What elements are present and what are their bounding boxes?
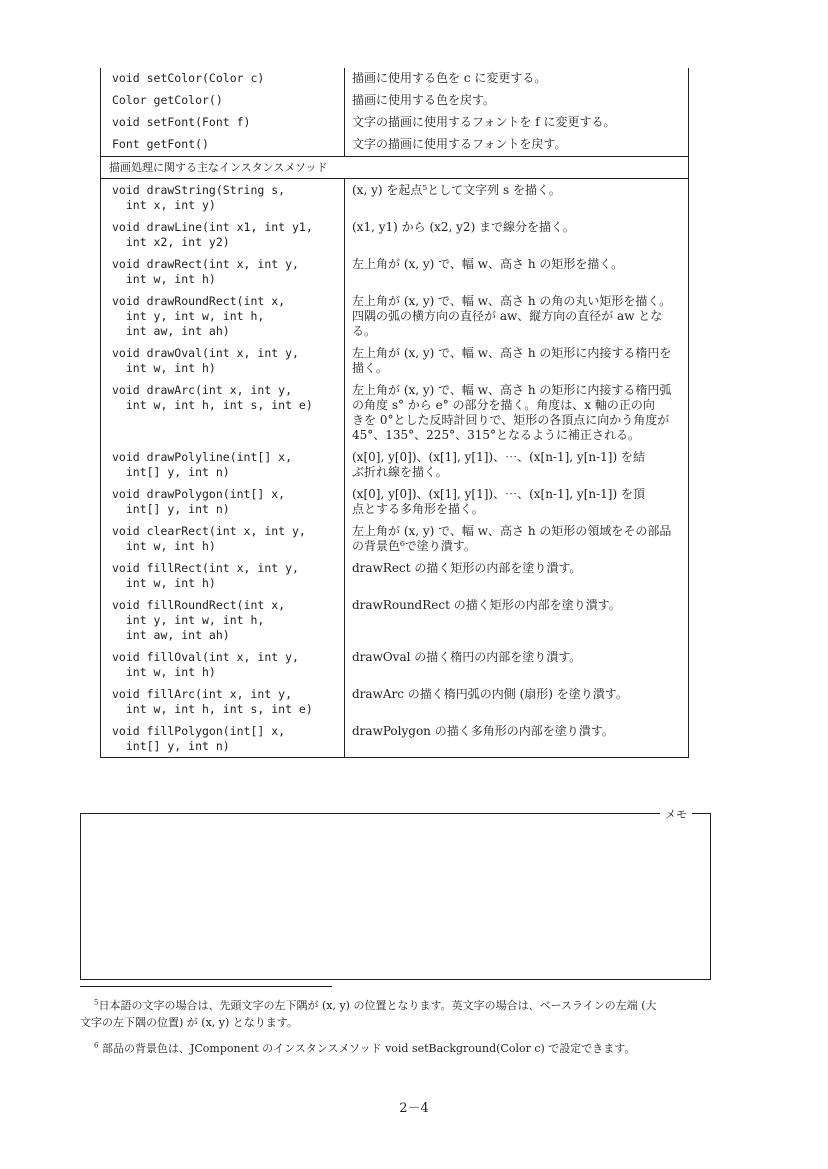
method-description: [345, 521, 689, 558]
method-signature: [101, 380, 345, 447]
method-description: [345, 134, 689, 157]
footnote-mark: 6: [94, 1041, 99, 1049]
signature-line: int aw, int ah): [112, 324, 230, 338]
footnote-line: 日本語の文字の場合は、先頭文字の左下隅が (x, y) の位置となります。英文字の場合は、ベースラインの左端 (大: [98, 998, 657, 1012]
memo-label: メモ: [660, 806, 692, 822]
table-top-rows: [101, 68, 689, 157]
table-row: [101, 684, 689, 721]
method-description: [345, 721, 689, 758]
description-line: (x, y) を起点⁵として文字列 s を描く。: [352, 183, 561, 197]
table-row: [101, 595, 689, 647]
description-line: 描く。: [352, 361, 388, 375]
signature-line: Font getFont(): [112, 137, 209, 151]
footnote-mark: 5: [94, 998, 99, 1006]
table-row: [101, 558, 689, 595]
method-description: [345, 484, 689, 521]
section-header-row: [101, 157, 689, 179]
method-description: [345, 558, 689, 595]
signature-line: void fillRoundRect(int x,: [112, 598, 286, 612]
description-line: 描画に使用する色を戻す。: [352, 93, 496, 107]
method-signature: [101, 647, 345, 684]
table-row: [101, 90, 689, 112]
table-row: [101, 68, 689, 90]
description-line: ぶ折れ線を描く。: [352, 465, 448, 479]
table-row: [101, 721, 689, 758]
description-line: 左上角が (x, y) で、幅 w、高さ h の矩形の領域をその部品: [352, 524, 672, 538]
method-signature: [101, 521, 345, 558]
signature-line: int w, int h): [112, 272, 216, 286]
signature-line: int w, int h): [112, 576, 216, 590]
signature-line: int x, int y): [112, 198, 216, 212]
signature-line: int[] y, int n): [112, 739, 230, 753]
method-signature: [101, 68, 345, 90]
description-line: の背景色⁶で塗り潰す。: [352, 539, 476, 553]
footnote-line: 文字の左下隅の位置) が (x, y) となります。: [80, 1015, 298, 1029]
signature-line: int x2, int y2): [112, 235, 230, 249]
footnote-6: [80, 1037, 720, 1057]
method-signature: [101, 343, 345, 380]
description-line: drawRoundRect の描く矩形の内部を塗り潰す。: [352, 598, 621, 612]
page-number: 2－4: [399, 1101, 429, 1116]
description-line: 四隅の弧の横方向の直径が aw、縦方向の直径が aw とな: [352, 309, 663, 323]
method-description: [345, 647, 689, 684]
description-line: の角度 s° から e° の部分を描く。角度は、x 軸の正の向: [352, 398, 655, 412]
description-line: drawArc の描く楕円弧の内側 (扇形) を塗り潰す。: [352, 687, 628, 701]
description-line: 左上角が (x, y) で、幅 w、高さ h の角の丸い矩形を描く。: [352, 294, 672, 308]
signature-line: void setColor(Color c): [112, 71, 265, 85]
table-row: [101, 217, 689, 254]
description-line: (x[0], y[0])、(x[1], y[1])、⋯、(x[n-1], y[n-1]) を結: [352, 450, 645, 464]
method-signature: [101, 484, 345, 521]
description-line: 点とする多角形を描く。: [352, 502, 484, 516]
method-signature: [101, 179, 345, 218]
footnote-line: 部品の背景色は、JComponent のインスタンスメソッド void setBackground(Color c) で設定できます。: [101, 1041, 636, 1055]
description-line: 左上角が (x, y) で、幅 w、高さ h の矩形に内接する楕円を: [352, 346, 672, 360]
api-method-table: [100, 68, 689, 758]
description-line: (x1, y1) から (x2, y2) まで線分を描く。: [352, 220, 575, 234]
table-row: [101, 254, 689, 291]
method-signature: [101, 217, 345, 254]
method-description: [345, 112, 689, 134]
description-line: (x[0], y[0])、(x[1], y[1])、⋯、(x[n-1], y[n-1]) を頂: [352, 487, 645, 501]
method-description: [345, 254, 689, 291]
table-row: [101, 179, 689, 218]
method-signature: [101, 112, 345, 134]
signature-line: int[] y, int n): [112, 502, 230, 516]
signature-line: void fillOval(int x, int y,: [112, 650, 299, 664]
signature-line: void fillPolygon(int[] x,: [112, 724, 286, 738]
signature-line: int[] y, int n): [112, 465, 230, 479]
signature-line: void setFont(Font f): [112, 115, 251, 129]
table-row: [101, 484, 689, 521]
signature-line: void drawPolygon(int[] x,: [112, 487, 286, 501]
description-line: drawOval の描く楕円の内部を塗り潰す。: [352, 650, 582, 664]
signature-line: void drawPolyline(int[] x,: [112, 450, 293, 464]
description-line: る。: [352, 324, 377, 338]
table-row: [101, 112, 689, 134]
footnote-rule: [80, 986, 332, 987]
method-signature: [101, 254, 345, 291]
signature-line: void drawOval(int x, int y,: [112, 346, 299, 360]
table-row: [101, 647, 689, 684]
method-description: [345, 217, 689, 254]
signature-line: void fillArc(int x, int y,: [112, 687, 293, 701]
method-signature: [101, 595, 345, 647]
footnote-5: [80, 994, 720, 1031]
signature-line: void drawLine(int x1, int y1,: [112, 220, 313, 234]
signature-line: void drawString(String s,: [112, 183, 286, 197]
signature-line: int aw, int ah): [112, 628, 230, 642]
method-description: [345, 90, 689, 112]
table-row: [101, 447, 689, 484]
signature-line: Color getColor(): [112, 93, 223, 107]
method-description: [345, 684, 689, 721]
memo-box: [80, 808, 711, 980]
method-description: [345, 343, 689, 380]
table-method-rows: [101, 179, 689, 758]
method-signature: [101, 684, 345, 721]
description-line: 左上角が (x, y) で、幅 w、高さ h の矩形を描く。: [352, 257, 624, 271]
section-title: 描画処理に関する主なインスタンスメソッド: [101, 157, 689, 179]
table-row: [101, 134, 689, 157]
signature-line: void fillRect(int x, int y,: [112, 561, 299, 575]
description-line: きを 0°とした反時計回りで、矩形の各頂点に向かう角度が: [352, 413, 670, 427]
signature-line: int y, int w, int h,: [112, 613, 265, 627]
signature-line: int w, int h): [112, 539, 216, 553]
description-line: drawRect の描く矩形の内部を塗り潰す。: [352, 561, 582, 575]
method-description: [345, 179, 689, 218]
method-description: [345, 595, 689, 647]
method-description: [345, 447, 689, 484]
method-description: [345, 68, 689, 90]
method-signature: [101, 447, 345, 484]
method-signature: [101, 90, 345, 112]
description-line: 文字の描画に使用するフォントを戻す。: [352, 137, 567, 151]
signature-line: int w, int h): [112, 361, 216, 375]
description-line: 45°、135°、225°、315°となるように補正される。: [352, 428, 640, 442]
signature-line: void drawRoundRect(int x,: [112, 294, 286, 308]
signature-line: void drawArc(int x, int y,: [112, 383, 293, 397]
method-signature: [101, 134, 345, 157]
method-description: [345, 380, 689, 447]
table-row: [101, 291, 689, 343]
signature-line: void clearRect(int x, int y,: [112, 524, 306, 538]
method-signature: [101, 721, 345, 758]
signature-line: int w, int h, int s, int e): [112, 398, 313, 412]
method-signature: [101, 558, 345, 595]
signature-line: void drawRect(int x, int y,: [112, 257, 299, 271]
description-line: 文字の描画に使用するフォントを f に変更する。: [352, 115, 616, 129]
description-line: drawPolygon の描く多角形の内部を塗り潰す。: [352, 724, 614, 738]
description-line: 左上角が (x, y) で、幅 w、高さ h の矩形に内接する楕円弧: [352, 383, 672, 397]
signature-line: int w, int h, int s, int e): [112, 702, 313, 716]
table-row: [101, 380, 689, 447]
method-description: [345, 291, 689, 343]
signature-line: int y, int w, int h,: [112, 309, 265, 323]
description-line: 描画に使用する色を c に変更する。: [352, 71, 547, 85]
table-row: [101, 521, 689, 558]
signature-line: int w, int h): [112, 665, 216, 679]
table-row: [101, 343, 689, 380]
method-signature: [101, 291, 345, 343]
